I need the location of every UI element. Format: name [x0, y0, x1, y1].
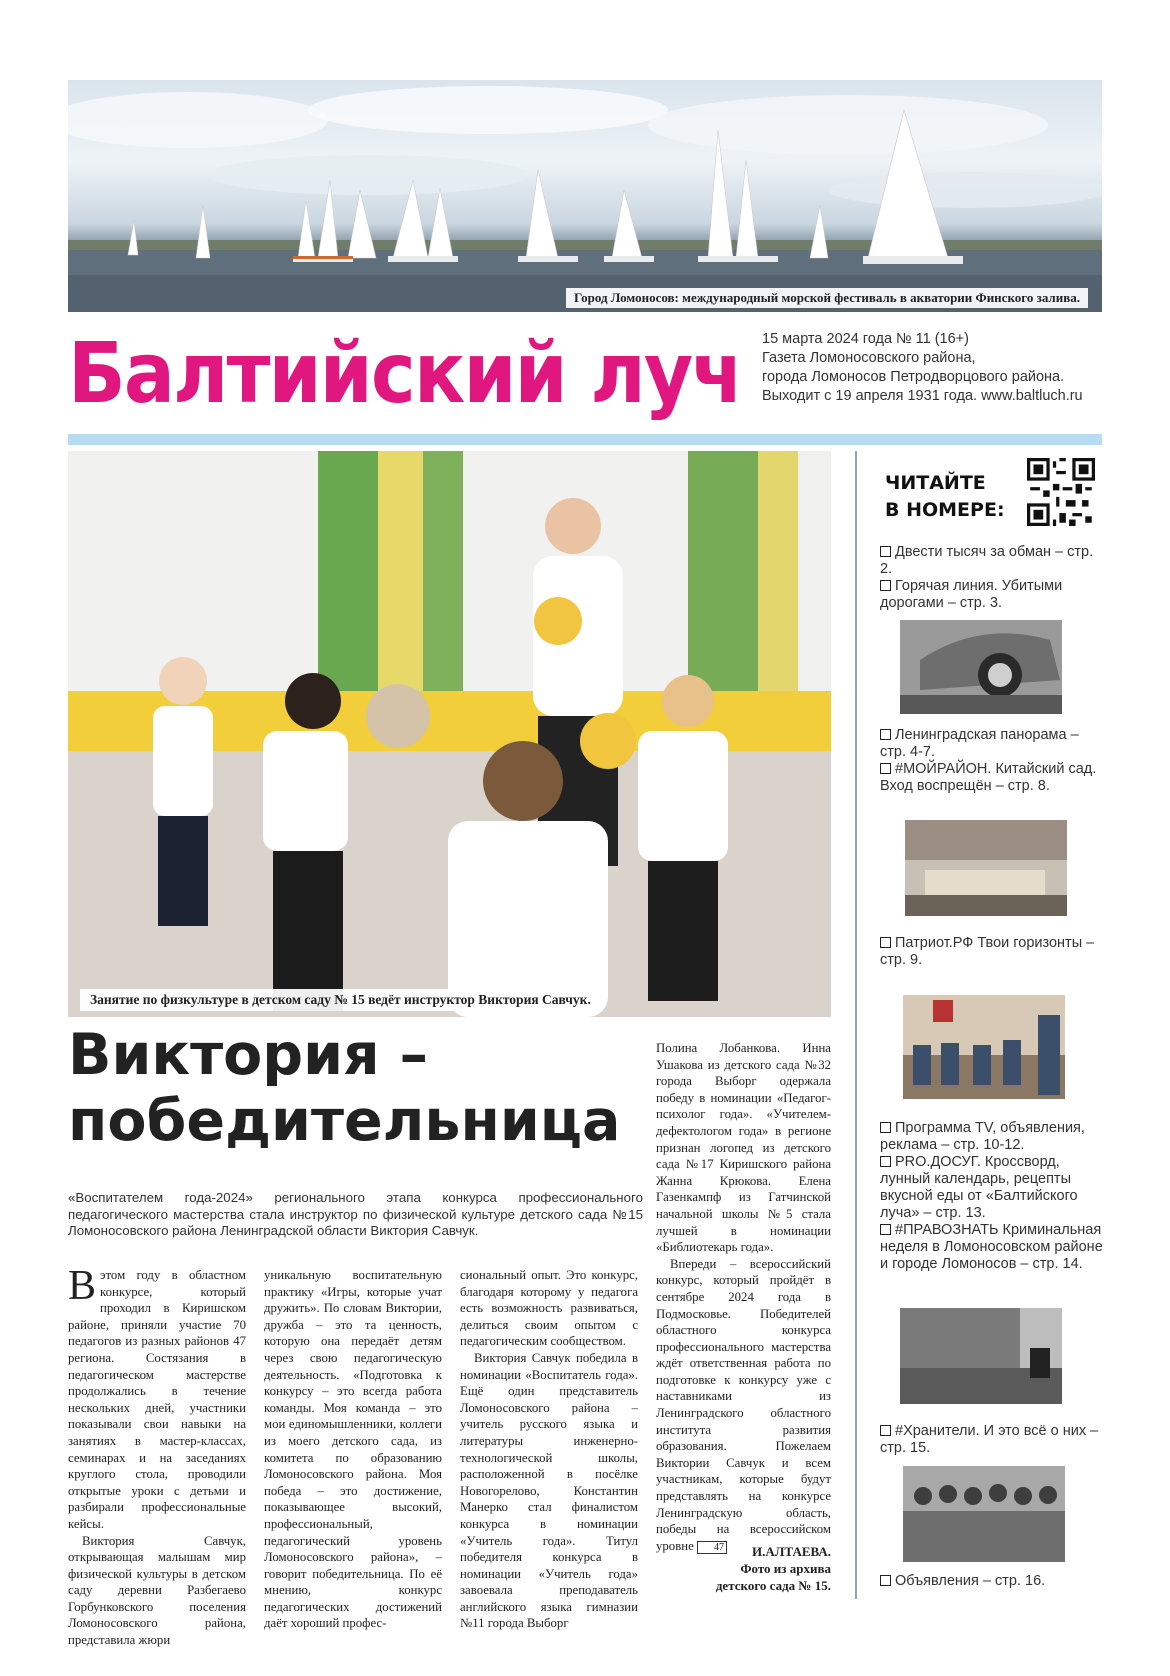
car-wheel-illustration [900, 620, 1062, 714]
paragraph: этом году в областном конкурсе, который проходил в Киришском районе, приняли участие 70 педагогов из разных районов 47 региона. Состязания в педагогическом мастерстве продолжались в течение нескольких дней, участники показывали свои навыки на занятиях в мастер-классах, семинарах и на заседаниях круглого стола, проводили открытые уроки с детьми и разбирали профессиональные кейсы. [68, 1268, 246, 1531]
dropcap: В [68, 1263, 97, 1309]
checkbox-icon [880, 546, 891, 557]
thumbnail-crime [900, 1308, 1062, 1404]
checkbox-icon [880, 580, 891, 591]
article-column-4 [656, 1040, 831, 1554]
qr-code-icon[interactable] [1027, 458, 1095, 526]
building-illustration [900, 1308, 1062, 1404]
thumbnail-road [900, 620, 1062, 714]
sidebar-item-label: Двести тысяч за обман – стр. 2. [880, 544, 1094, 577]
sidebar-item[interactable] [880, 1154, 1105, 1222]
article-column-1 [68, 1263, 246, 1649]
publisher-line: города Ломоносов Петродворцового района. [762, 369, 1065, 385]
headline-line: Виктория – [68, 1022, 428, 1088]
sidebar-toc-group [880, 1423, 1105, 1457]
regatta-illustration [68, 80, 1102, 312]
sidebar-item-label: Объявления – стр. 16. [895, 1573, 1046, 1589]
article-headline [68, 1022, 648, 1154]
masthead-rule [68, 434, 1102, 445]
sidebar-item-label: #МОЙРАЙОН. Китайский сад. Вход воспрещён – стр. 8. [880, 761, 1097, 794]
gym-class-illustration [68, 451, 831, 1017]
author: И.АЛТАЕВА. [751, 1544, 831, 1559]
sidebar-item[interactable] [880, 1120, 1105, 1154]
paragraph: Впереди – всероссийский конкурс, который пройдёт в сентябре 2024 года в Подмосковье. Победителей областного конкурса профессионального мастерства ждёт ответственная работа по подготовке к конкурсу уже с наставниками из Ленинградского областного института развития образования. Пожелаем Виктории Савчук и всем участникам, которые будут представлять на конкурсе Ленинградскую область, победы на всероссийском уровне [656, 1256, 831, 1553]
classroom-illustration [903, 995, 1065, 1099]
checkbox-icon [880, 1575, 891, 1586]
sidebar-item[interactable] [880, 1573, 1105, 1590]
sidebar-item[interactable] [880, 935, 1105, 969]
article-column-2 [264, 1267, 442, 1632]
issue-info [762, 330, 1102, 406]
sidebar-toc-group [880, 1573, 1105, 1590]
sidebar-item-label: PRO.ДОСУГ. Кроссворд, лунный календарь, рецепты вкусной еды от «Балтийского луча» – стр. 13. [880, 1154, 1078, 1221]
sidebar-item-label: Патриот.РФ Твои горизонты – стр. 9. [880, 935, 1095, 968]
main-photo [68, 451, 831, 1017]
checkbox-icon [880, 729, 891, 740]
page-reference: 47 [697, 1541, 727, 1554]
photo-credit: Фото из архива [740, 1561, 831, 1576]
hero-caption: Город Ломоносов: международный морской фестиваль в акватории Финского залива. [566, 288, 1088, 308]
article-lead: «Воспитателем года-2024» регионального этапа конкурса профессионального педагогического мастерства стала инструктор по физической культуре детского сада №15 Ломоносовского района Ленинградской области Виктория Савчук. [68, 1190, 643, 1238]
sidebar-item-label: Ленинградская панорама – стр. 4-7. [880, 727, 1079, 760]
article-column-3 [460, 1267, 638, 1632]
sidebar-toc-group [880, 935, 1105, 969]
article-signature [656, 1543, 831, 1594]
paragraph: сиональный опыт. Это конкурс, благодаря которому у педагога есть возможность развиваться, делиться своим опытом с педагогическим сообществом. [460, 1268, 638, 1349]
paragraph: Виктория Савчук победила в номинации «Воспитатель года». Ещё один представитель Ломоносовского района – учитель русского языка и литературы инженерно-технологической школы, расположенной в посёлке Новогорелово, Константин Манерко стал финалистом конкурса в номинации «Учитель года». Титул победителя конкурса в номинации «Учитель года» завоевала преподаватель английского языка гимназии №11 города Выборг [460, 1350, 638, 1631]
paragraph: Виктория Савчук, открывающая малышам мир физической культуры в детском саду деревни Разбегаево Горбунковского поселения Ломоносовского района, представила жюри [68, 1533, 246, 1648]
sidebar-item-label: #ПРАВОЗНАТЬ Криминальная неделя в Ломоносовском районе и городе Ломоносов – стр. 14. [880, 1222, 1103, 1272]
thumbnail-garden [905, 820, 1067, 916]
sidebar-heading-line: ЧИТАЙТЕ [885, 472, 986, 494]
headline-line: победительница [68, 1088, 621, 1154]
checkbox-icon [880, 1425, 891, 1436]
sidebar-toc-group [880, 1120, 1105, 1273]
archive-photo-illustration [903, 1466, 1065, 1562]
sidebar-heading-line: В НОМЕРЕ: [885, 499, 1005, 521]
issue-line: 15 марта 2024 года № 11 (16+) [762, 331, 969, 347]
sidebar-item[interactable] [880, 727, 1105, 761]
checkbox-icon [880, 1224, 891, 1235]
sidebar-divider [855, 451, 857, 1599]
sidebar-item-label: #Хранители. И это всё о них – стр. 15. [880, 1423, 1099, 1456]
sidebar-toc-group [880, 727, 1105, 795]
sidebar-item-label: Программа TV, объявления, реклама – стр. 10-12. [880, 1120, 1085, 1153]
checkbox-icon [880, 763, 891, 774]
sidebar-heading [885, 470, 1005, 524]
sidebar-item[interactable] [880, 544, 1105, 578]
photo-caption: Занятие по физкультуре в детском саду № 15 ведёт инструктор Виктория Савчук. [80, 989, 601, 1011]
since-line: Выходит с 19 апреля 1931 года. www.baltluch.ru [762, 388, 1083, 404]
sidebar-item[interactable] [880, 761, 1105, 795]
sidebar-toc-group [880, 544, 1105, 612]
paragraph: Полина Лобанкова. Инна Ушакова из детского сада №32 города Выборг одержала победу в номинации «Педагог-психолог года». «Учителем-дефектологом года» в регионе признан логопед из детского сада №17 Киришского района Жанна Крюкова. Елена Газенкампф из Гатчинской начальной школы №5 стала лучшей в номинации «Библиотекарь года». [656, 1041, 831, 1255]
paragraph: уникальную воспитательную практику «Игры, которые учат дружить». По словам Виктории, дружба – это та ценность, которую она передаёт детям через свою педагогическую деятельность. «Подготовка к конкурсу – это всегда работа команды. Моя команда – это мои единомышленники, коллеги из моего детского сада, из комитета по образованию Ломоносовского района. Моя победа – это достижение, показывающее высокий, профессиональный, педагогический уровень Ломоносовского района», – говорит победительница. По её мнению, конкурс педагогических достижений даёт хороший профес- [264, 1268, 442, 1631]
hero-photo [68, 80, 1102, 312]
publisher-line: Газета Ломоносовского района, [762, 350, 976, 366]
photo-credit: детского сада № 15. [715, 1578, 831, 1593]
garden-illustration [905, 820, 1067, 916]
sidebar-item-label: Горячая линия. Убитыми дорогами – стр. 3. [880, 578, 1063, 611]
checkbox-icon [880, 1156, 891, 1167]
sidebar-item[interactable] [880, 1222, 1105, 1273]
newspaper-title: Балтийский луч [68, 324, 742, 422]
sidebar-item[interactable] [880, 578, 1105, 612]
checkbox-icon [880, 1122, 891, 1133]
thumbnail-classroom [903, 995, 1065, 1099]
thumbnail-history [903, 1466, 1065, 1562]
sidebar-item[interactable] [880, 1423, 1105, 1457]
checkbox-icon [880, 937, 891, 948]
